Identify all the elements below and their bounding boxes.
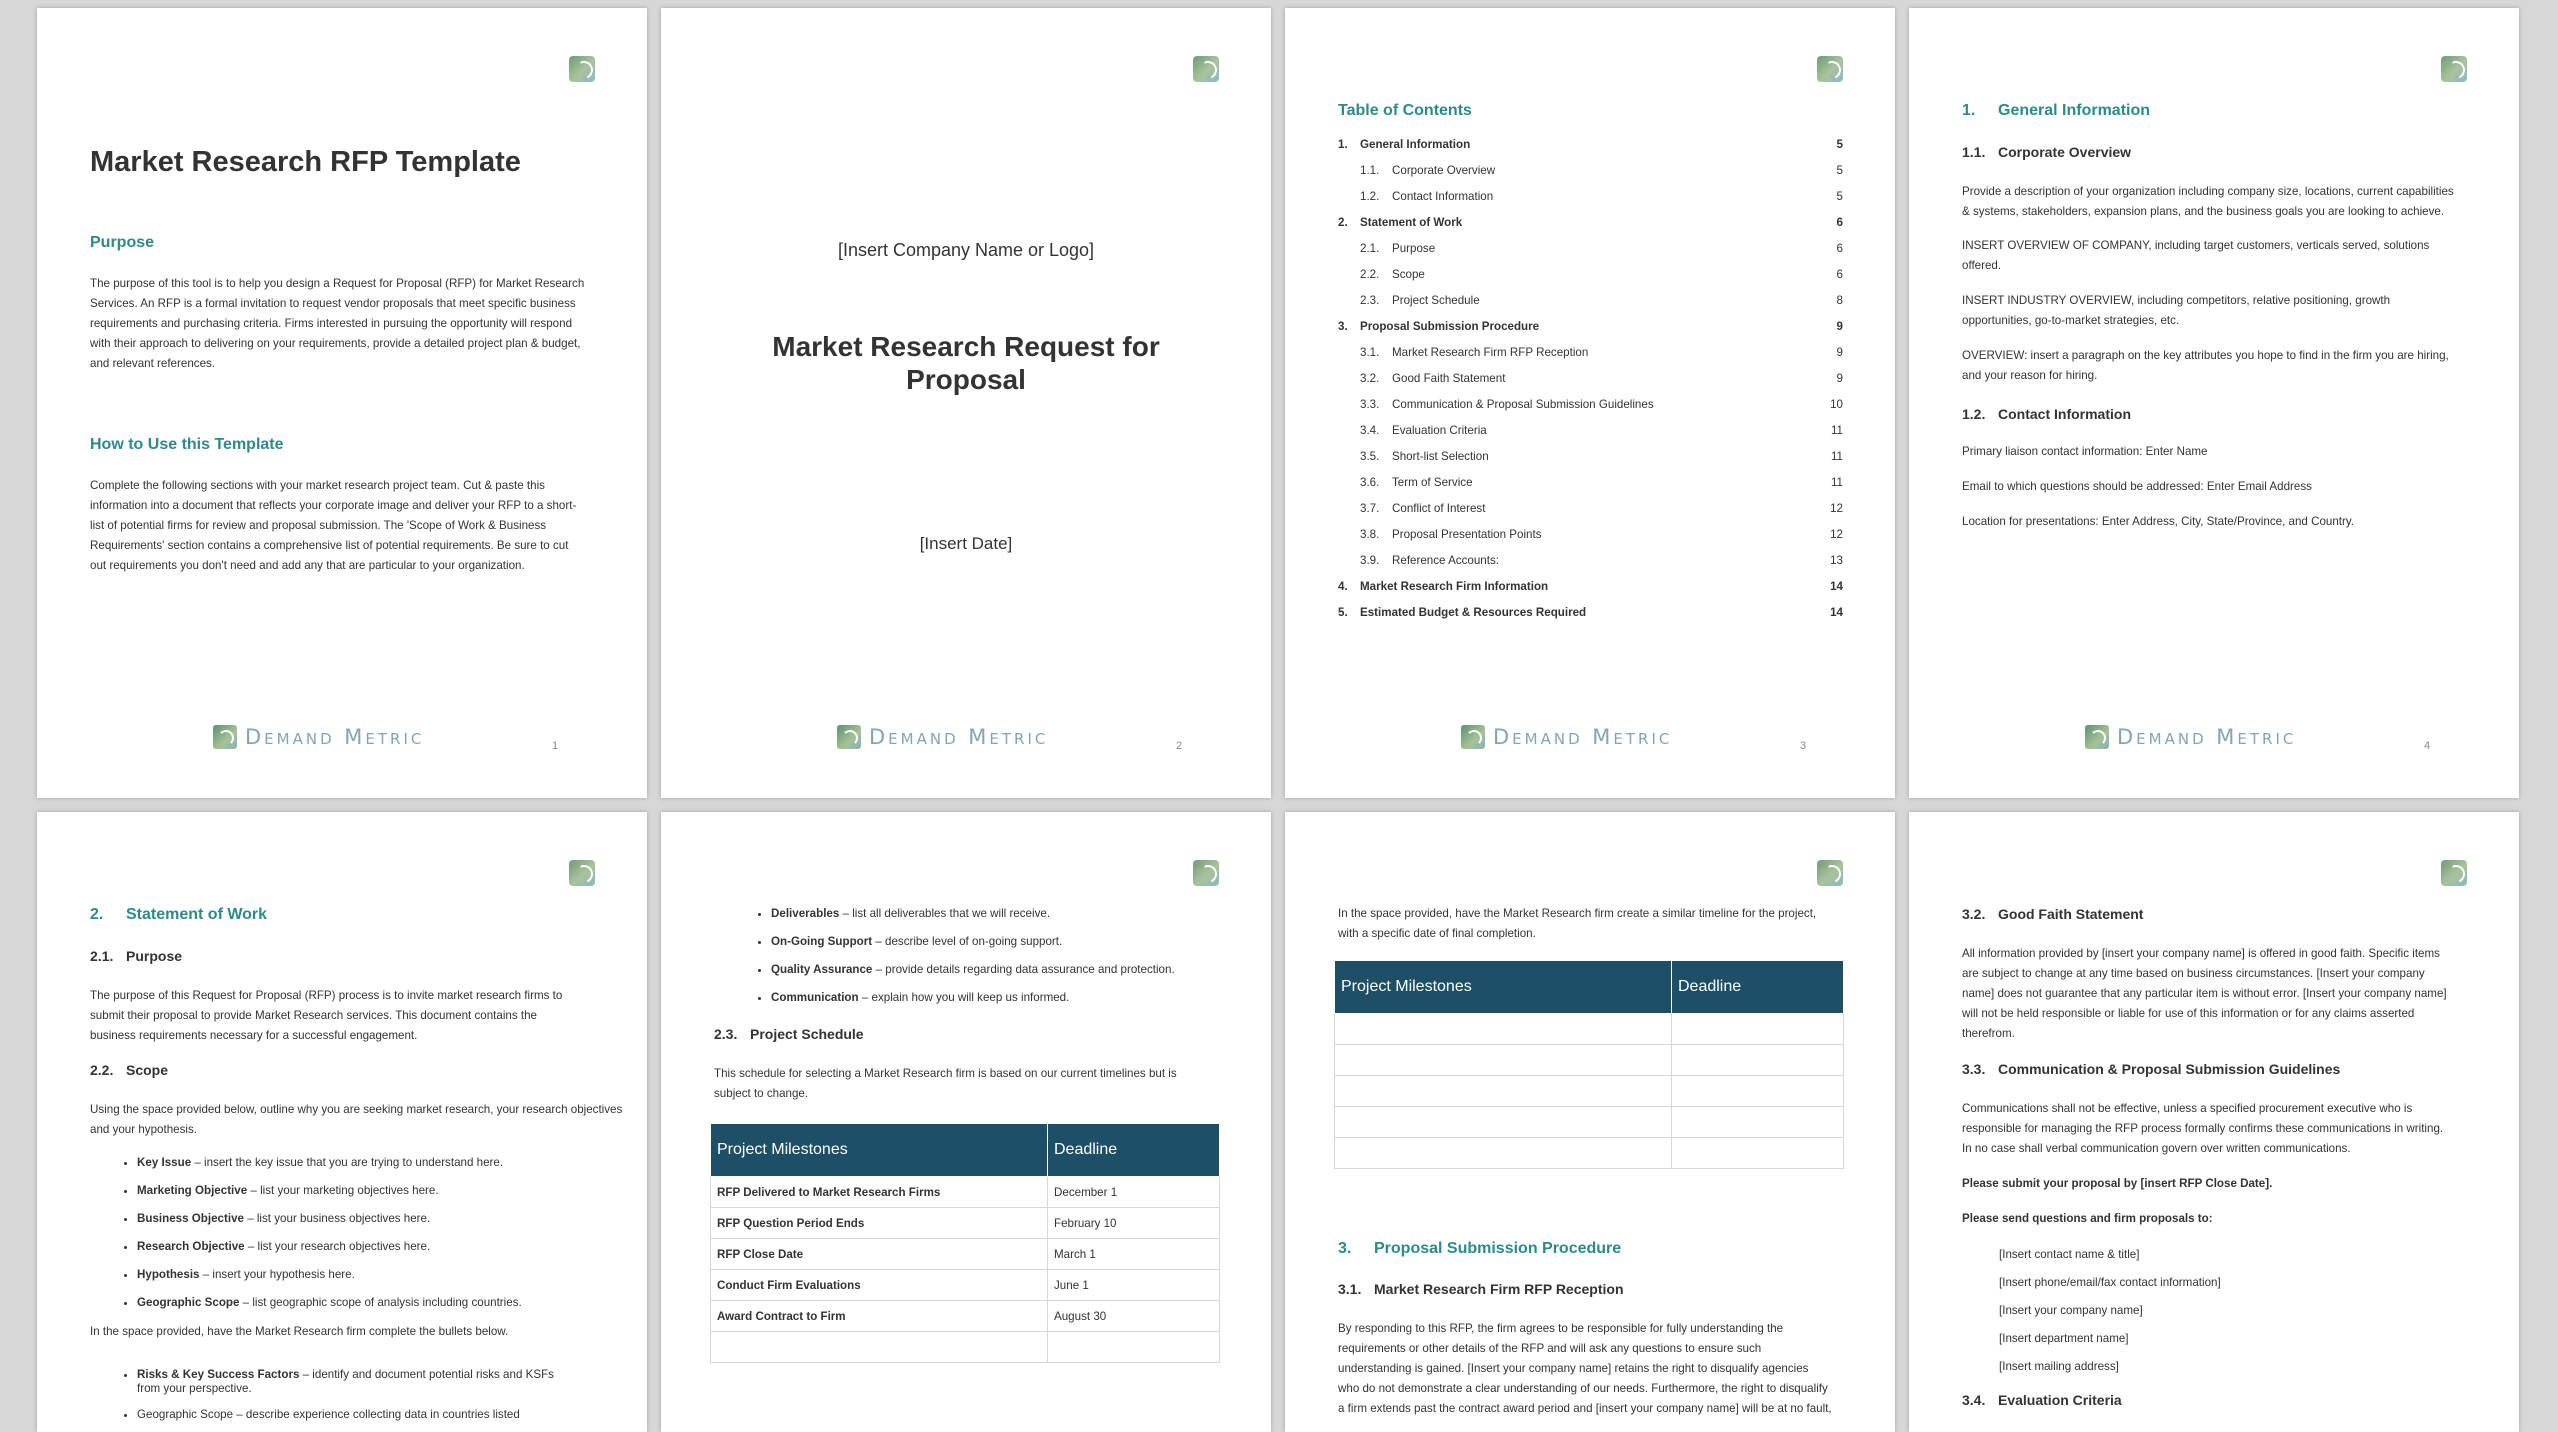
toc-entry[interactable]: 3.3. Communication & Proposal Submission Guidelines 10	[1360, 398, 1843, 411]
toc-entry[interactable]: 3.2. Good Faith Statement 9	[1360, 372, 1843, 385]
toc-entry[interactable]: 1.1. Corporate Overview 5	[1360, 164, 1843, 177]
scope-bullet-list	[117, 1156, 522, 1324]
section-2-heading: 2. Statement of Work	[90, 906, 268, 923]
communication-paragraph: Communications shall not be effective, unless a specified procurement executive who is responsible for managing the RFP process formally confirms these communications in writing. In no case shall verbal communication govern over written communications.	[1962, 1102, 2444, 1155]
demand-metric-logo-icon	[1817, 56, 1843, 82]
toc-entry[interactable]: 2.3. Project Schedule 8	[1360, 294, 1843, 307]
table-row	[1335, 1107, 1844, 1138]
contact-email: Email to which questions should be addressed: Enter Email Address	[1962, 480, 2312, 493]
table-row: Award Contract to Firm August 30	[711, 1301, 1220, 1332]
table-row	[711, 1332, 1220, 1363]
toc-entry[interactable]: 1.2. Contact Information 5	[1360, 190, 1843, 203]
toc-entry[interactable]: 3.9. Reference Accounts: 13	[1360, 554, 1843, 567]
address-line: [Insert department name]	[1999, 1332, 2129, 1345]
section-3-1-heading: 3.1. Market Research Firm RFP Reception	[1338, 1281, 1624, 1297]
toc-entry[interactable]: 3.4. Evaluation Criteria 11	[1360, 424, 1843, 437]
address-line: [Insert mailing address]	[1999, 1360, 2119, 1373]
list-item: • Geographic Scope – list geographic scope of analysis including countries.	[137, 1296, 522, 1310]
how-to-paragraph: Complete the following sections with your market research project team. Cut & paste this information into a document that reflects your corporate image and deliver your RFP to a short- list of potential firms for review and proposal submission. The 'Scope of Work & Business Requirements' section contains a comprehensive list of potential requirements. Be sure to cut out requirements you don't need and add any that are particular to your organization.	[90, 479, 577, 572]
brand-logo-icon	[2085, 725, 2109, 749]
contact-liaison: Primary liaison contact information: Enter Name	[1962, 445, 2208, 458]
list-item: • Communication – explain how you will keep us informed.	[771, 991, 1175, 1005]
column-header: Project Milestones	[1335, 961, 1672, 1014]
page-number: 2	[1176, 740, 1183, 752]
brand-logo-icon	[837, 725, 861, 749]
section-1-heading: 1. General Information	[1962, 102, 2151, 119]
page-8	[1909, 812, 2519, 1432]
demand-metric-logo-icon	[1817, 860, 1843, 886]
page-4	[1909, 8, 2519, 798]
section-1-1-heading: 1.1. Corporate Overview	[1962, 144, 2132, 160]
page-number: 1	[552, 740, 559, 752]
deliverables-bullet-list	[751, 907, 1175, 1019]
table-row: Conduct Firm Evaluations June 1	[711, 1270, 1220, 1301]
table-row	[1335, 1045, 1844, 1076]
brand-name: Demand Metric	[2117, 725, 2297, 749]
brand-logo-icon	[1461, 725, 1485, 749]
purpose-heading: Purpose	[90, 234, 155, 251]
company-placeholder: [Insert Company Name or Logo]	[837, 240, 1095, 260]
timeline-intro: In the space provided, have the Market Research firm create a similar timeline for the project, with a specific date of final completion.	[1338, 907, 1817, 940]
section-3-2-heading: 3.2. Good Faith Statement	[1962, 906, 2144, 922]
document-title: Market Research RFP Template	[90, 146, 521, 178]
page-1	[37, 8, 647, 798]
list-item: • Geographic Scope – describe experience collecting data in countries listed	[137, 1408, 554, 1422]
toc-heading: Table of Contents	[1338, 102, 1472, 119]
toc-entry[interactable]: 1. General Information 5	[1338, 138, 1843, 151]
sow-purpose-paragraph: The purpose of this Request for Proposal (RFP) process is to invite market research firms to submit their proposal to provide Market Research services. This document contains the business requirements necessary for a successful engagement.	[90, 989, 563, 1042]
table-row: RFP Delivered to Market Research Firms December 1	[711, 1177, 1220, 1208]
column-header: Deadline	[1048, 1124, 1220, 1177]
firm-timeline-table	[1334, 960, 1844, 1169]
date-placeholder: [Insert Date]	[919, 534, 1013, 553]
schedule-paragraph: This schedule for selecting a Market Research firm is based on our current timelines but is subject to change.	[714, 1067, 1177, 1100]
cover-title-line1: Market Research Request for	[772, 331, 1160, 362]
good-faith-paragraph: All information provided by [insert your company name] is offered in good faith. Specific items are subject to change at any time based on business circumstances. [Insert your company name] does not guarantee that any particular item is without error. [Insert your company name] will not be held responsible or liable for use of this information or for any claims asserted therefrom.	[1962, 947, 2447, 1040]
footer-brand	[1461, 725, 1672, 749]
demand-metric-logo-icon	[569, 56, 595, 82]
page-2	[661, 8, 1271, 798]
brand-name: Demand Metric	[1493, 725, 1673, 749]
page-number: 3	[1800, 740, 1807, 752]
page-5	[37, 812, 647, 1432]
brand-name: Demand Metric	[869, 725, 1049, 749]
table-row: RFP Close Date March 1	[711, 1239, 1220, 1270]
section-3-4-heading: 3.4. Evaluation Criteria	[1962, 1392, 2122, 1408]
toc-entry[interactable]: 3.6. Term of Service 11	[1360, 476, 1843, 489]
company-overview-placeholder: INSERT OVERVIEW OF COMPANY, including target customers, verticals served, solutions offered.	[1962, 239, 2430, 272]
table-row	[1335, 1014, 1844, 1045]
table-row	[1335, 1138, 1844, 1169]
list-item: • Key Issue – insert the key issue that you are trying to understand here.	[137, 1156, 522, 1170]
toc-entry[interactable]: 4. Market Research Firm Information 14	[1338, 580, 1843, 593]
list-item: • Risks & Key Success Factors – identify and document potential risks and KSFs from your perspective.	[137, 1368, 554, 1396]
rfp-reception-paragraph: By responding to this RFP, the firm agrees to be responsible for fully understanding the requirements or other details of the RFP and will ask any questions to ensure such understanding is gained. [Insert your company name] retains the right to disqualify agencies who do not demonstrate a clear understanding of our needs. Furthermore, the right to disqualify a firm extends past the contract award period and [insert your company name] will be at no fault,	[1338, 1322, 1832, 1415]
list-item: • Deliverables – list all deliverables that we will receive.	[771, 907, 1175, 921]
list-item: • Business Objective – list your business objectives here.	[137, 1212, 522, 1226]
address-line: [Insert contact name & title]	[1999, 1248, 2140, 1261]
toc-entry[interactable]: 3.7. Conflict of Interest 12	[1360, 502, 1843, 515]
list-item: • Quality Assurance – provide details regarding data assurance and protection.	[771, 963, 1175, 977]
section-2-1-heading: 2.1. Purpose	[90, 948, 183, 964]
brand-name: Demand Metric	[245, 725, 425, 749]
toc-entry[interactable]: 2.1. Purpose 6	[1360, 242, 1843, 255]
demand-metric-logo-icon	[2441, 860, 2467, 886]
page-number: 4	[2424, 740, 2431, 752]
page-3	[1285, 8, 1895, 798]
toc-entry[interactable]: 2. Statement of Work 6	[1338, 216, 1843, 229]
cover-title-line2: Proposal	[906, 364, 1026, 395]
toc-entry[interactable]: 2.2. Scope 6	[1360, 268, 1843, 281]
brand-logo-icon	[213, 725, 237, 749]
table-row	[1335, 1076, 1844, 1107]
milestones-table	[710, 1123, 1220, 1363]
scope-paragraph: Using the space provided below, outline why you are seeking market research, your research objectives and your hypothesis.	[90, 1103, 623, 1136]
toc-entry[interactable]: 3. Proposal Submission Procedure 9	[1338, 320, 1843, 333]
column-header: Project Milestones	[711, 1124, 1048, 1177]
demand-metric-logo-icon	[569, 860, 595, 886]
address-line: [Insert your company name]	[1999, 1304, 2143, 1317]
demand-metric-logo-icon	[2441, 56, 2467, 82]
contact-location: Location for presentations: Enter Address, City, State/Province, and Country.	[1962, 515, 2355, 528]
section-3-heading: 3. Proposal Submission Procedure	[1338, 1240, 1622, 1257]
key-attributes-placeholder: OVERVIEW: insert a paragraph on the key attributes you hope to find in the firm you are hiring, and your reason for hiring.	[1962, 349, 2449, 382]
page-6	[661, 812, 1271, 1432]
footer-brand	[837, 725, 1048, 749]
column-header: Deadline	[1672, 961, 1844, 1014]
footer-brand	[213, 725, 424, 749]
firm-bullet-list	[117, 1368, 554, 1432]
section-3-3-heading: 3.3. Communication & Proposal Submission Guidelines	[1962, 1061, 2341, 1077]
section-2-2-heading: 2.2. Scope	[90, 1062, 169, 1078]
section-1-2-heading: 1.2. Contact Information	[1962, 406, 2131, 422]
industry-overview-placeholder: INSERT INDUSTRY OVERVIEW, including competitors, relative positioning, growth opportunities, go-to-market strategies, etc.	[1962, 294, 2391, 327]
how-to-heading: How to Use this Template	[90, 436, 284, 453]
toc-entry[interactable]: 3.5. Short-list Selection 11	[1360, 450, 1843, 463]
demand-metric-logo-icon	[1193, 56, 1219, 82]
table-row: RFP Question Period Ends February 10	[711, 1208, 1220, 1239]
footer-brand	[2085, 725, 2296, 749]
list-item: • Hypothesis – insert your hypothesis here.	[137, 1268, 522, 1282]
submit-instruction: Please submit your proposal by [insert RFP Close Date].	[1962, 1177, 2273, 1190]
toc-entry[interactable]: 5. Estimated Budget & Resources Required 14	[1338, 606, 1843, 619]
send-instruction: Please send questions and firm proposals to:	[1962, 1212, 2213, 1225]
list-item: • Marketing Objective – list your marketing objectives here.	[137, 1184, 522, 1198]
toc-entry[interactable]: 3.8. Proposal Presentation Points 12	[1360, 528, 1843, 541]
scope-after-text: In the space provided, have the Market Research firm complete the bullets below.	[90, 1325, 509, 1338]
toc-entry[interactable]: 3.1. Market Research Firm RFP Reception 9	[1360, 346, 1843, 359]
section-2-3-heading: 2.3. Project Schedule	[714, 1026, 864, 1042]
corporate-overview-paragraph: Provide a description of your organization including company size, locations, current capabilities & systems, stakeholders, expansion plans, and the business goals you are looking to achieve.	[1962, 185, 2454, 218]
purpose-paragraph: The purpose of this tool is to help you design a Request for Proposal (RFP) for Market Research Services. An RFP is a formal invitation to request vendor proposals that meet specific business requirements and purchasing criteria. Firms interested in pursuing the opportunity will respond with their approach to delivering on your requirements, provide a detailed project plan & budget, and relevant references.	[90, 277, 585, 370]
list-item: • Research Objective – list your research objectives here.	[137, 1240, 522, 1254]
list-item: • On-Going Support – describe level of on-going support.	[771, 935, 1175, 949]
page-7	[1285, 812, 1895, 1432]
address-line: [Insert phone/email/fax contact information]	[1999, 1276, 2221, 1289]
demand-metric-logo-icon	[1193, 860, 1219, 886]
